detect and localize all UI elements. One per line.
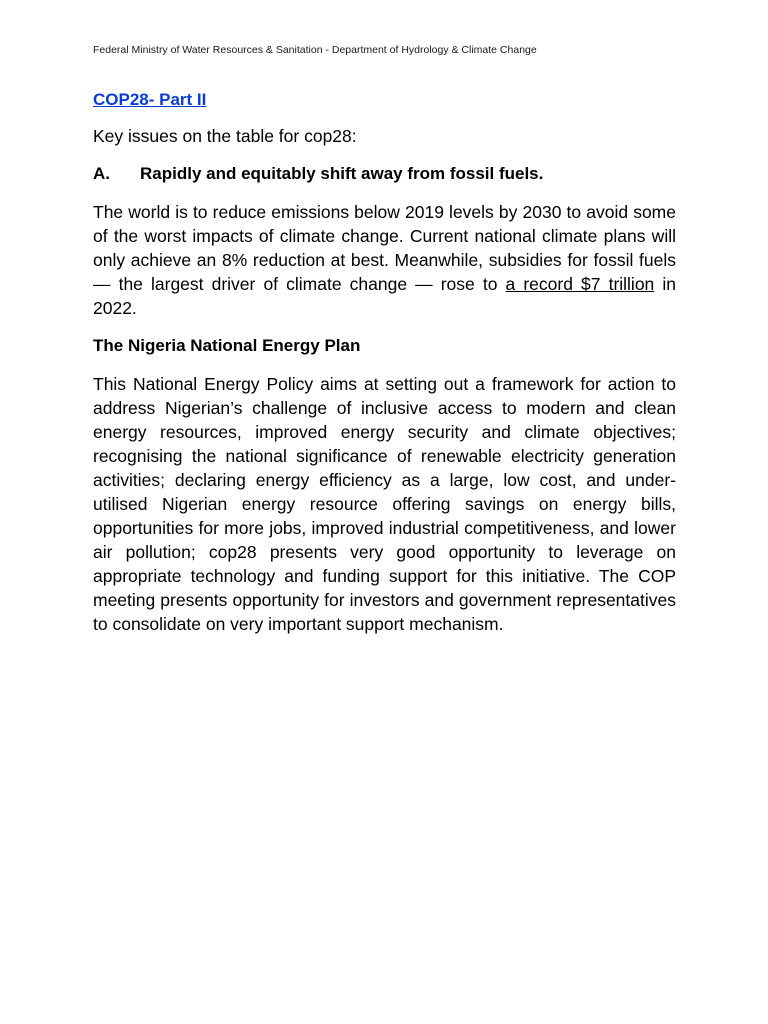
document-title-link[interactable]: COP28- Part II (93, 90, 207, 109)
record-7-trillion-link[interactable]: a record $7 trillion (505, 274, 655, 294)
section-a-heading-text: Rapidly and equitably shift away from fossil fuels. (140, 164, 544, 183)
section-a-paragraph (93, 200, 676, 320)
energy-plan-paragraph: This National Energy Policy aims at setting out a framework for action to address Nigerian’s challenge of inclusive access to modern and clean energy resources, improved energy security and climate objectives; recognising the national significance of renewable electricity generation activities; declaring energy efficiency as a large, low cost, and under-utilised Nigerian energy resource offering savings on energy bills, opportunities for more jobs, improved industrial competitiveness, and lower air pollution; cop28 presents very good opportunity to leverage on appropriate technology and funding support for this initiative. The COP meeting presents opportunity for investors and government representatives to consolidate on very important support mechanism. (93, 374, 676, 634)
energy-plan-heading: The Nigeria National Energy Plan (93, 336, 361, 355)
section-a-paragraph-end: in 2022. (93, 274, 677, 318)
section-a-heading (93, 162, 676, 186)
section-a-paragraph-text: The world is to reduce emissions below 2019 levels by 2030 to avoid some of the worst impacts of climate change. Current national climate plans will only achieve an 8% reduction at best. Meanwhile, subsidies for fossil fuels — the largest driver of climate change — rose to (93, 202, 676, 294)
section-a-letter: A. (93, 164, 110, 183)
intro-text: Key issues on the table for cop28: (93, 126, 357, 146)
running-header: Federal Ministry of Water Resources & Sanitation - Department of Hydrology & Climate Change (93, 44, 537, 56)
document-body (93, 88, 676, 650)
